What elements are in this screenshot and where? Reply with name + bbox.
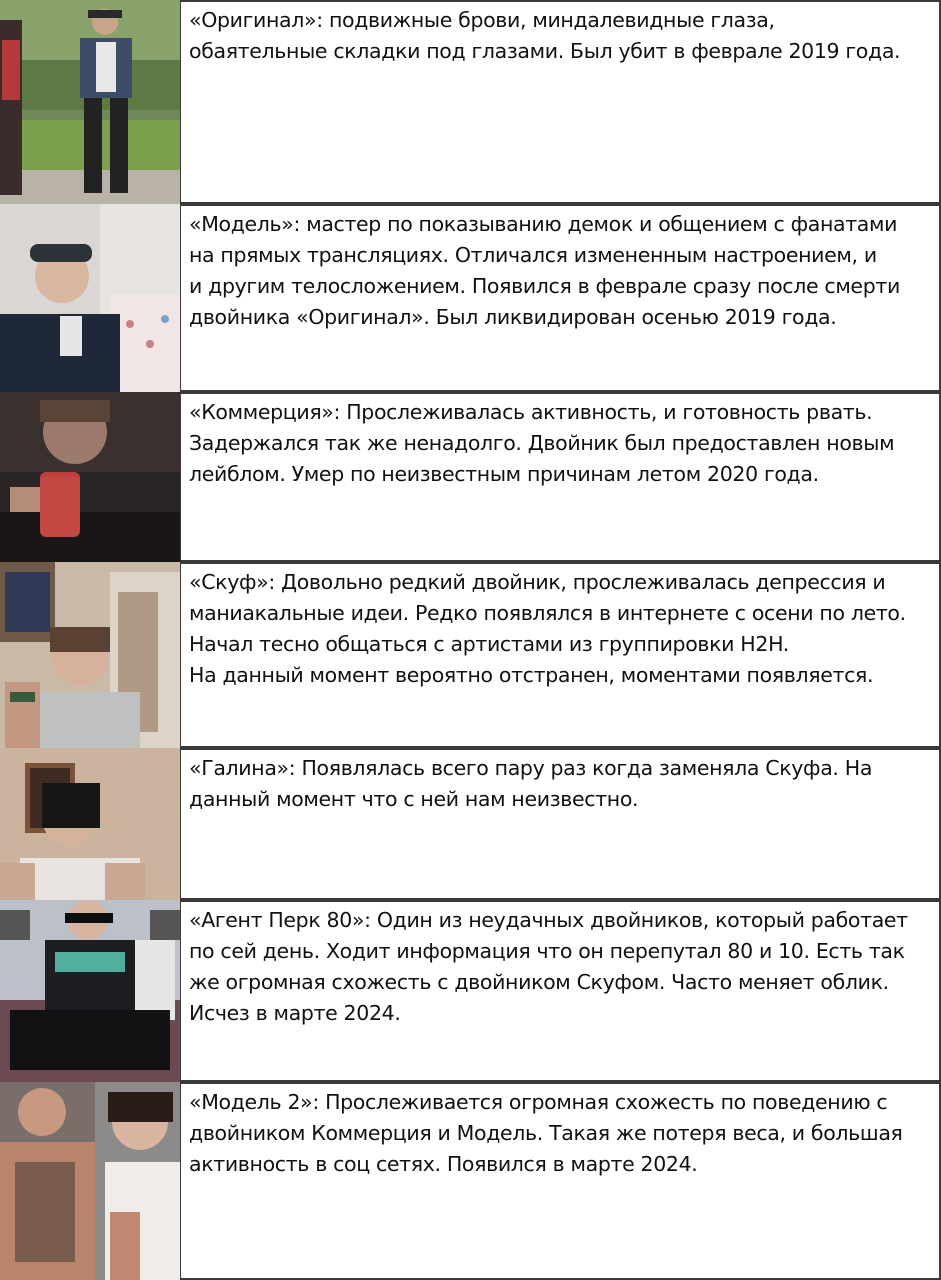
- row-description: «Скуф»: Довольно редкий двойник, прослеживалась депрессия и маниакальные идеи. Редко появлялся в интернете с осени по лето. Начал тесно общаться с артистами из группировки H2H. На данный момент вероятно отстранен, моментами появляется.: [189, 570, 906, 687]
- row-description: «Модель»: мастер по показыванию демок и общением с фанатами на прямых трансляциях. Отличался измененным настроением, и и другим телосложением. Появился в феврале сразу после смерти двойника «Оригинал». Был ликвидирован осенью 2019 года.: [189, 212, 900, 329]
- photo-man-phone-dark: [0, 392, 180, 562]
- photo-two-men-park: [0, 0, 180, 204]
- row-text: [180, 204, 941, 392]
- photo-man-cap-selfie: [0, 204, 180, 392]
- photo-image: [0, 392, 180, 562]
- table-row: [0, 392, 941, 562]
- table-row: [0, 0, 941, 204]
- photo-man-chair-pistols: [0, 900, 180, 1082]
- row-description: «Модель 2»: Прослеживается огромная схожесть по поведению с двойником Коммерция и Модель. Такая же потеря веса, и большая активность в соц сетях. Появился в марте 2024.: [189, 1090, 903, 1176]
- row-description: «Коммерция»: Прослеживалась активность, и готовность рвать. Задержался так же ненадолго. Двойник был предоставлен новым лейблом. Умер по неизвестным причинам летом 2020 года.: [189, 400, 895, 486]
- photo-image: [0, 900, 180, 1082]
- photo-person-dark-hair: [0, 748, 180, 900]
- row-description: «Агент Перк 80»: Один из неудачных двойников, который работает по сей день. Ходит информация что он перепутал 80 и 10. Есть так же огромная схожесть с двойником Скуфом. Часто меняет облик. Исчез в марте 2024.: [189, 908, 908, 1025]
- row-description: «Оригинал»: подвижные брови, миндалевидные глаза, обаятельные складки под глазами. Был убит в феврале 2019 года.: [189, 8, 901, 63]
- table-row: [0, 748, 941, 900]
- table-row: [0, 900, 941, 1082]
- table-row: [0, 204, 941, 392]
- row-text: [180, 392, 941, 562]
- row-text: [180, 562, 941, 748]
- table-row: [0, 562, 941, 748]
- row-text: [180, 748, 941, 900]
- photo-man-tattooed-room: [0, 562, 180, 748]
- photo-image: [0, 562, 180, 748]
- row-text: [180, 900, 941, 1082]
- photo-image: [0, 0, 180, 204]
- photo-image: [0, 1082, 180, 1280]
- row-text: [180, 1082, 941, 1280]
- row-description: «Галина»: Появлялась всего пару раз когда заменяла Скуфа. На данный момент что с ней нам неизвестно.: [189, 756, 873, 811]
- photo-image: [0, 748, 180, 900]
- row-text: [180, 0, 941, 204]
- table-row: [0, 1082, 941, 1280]
- photo-two-tattooed-men: [0, 1082, 180, 1280]
- photo-image: [0, 204, 180, 392]
